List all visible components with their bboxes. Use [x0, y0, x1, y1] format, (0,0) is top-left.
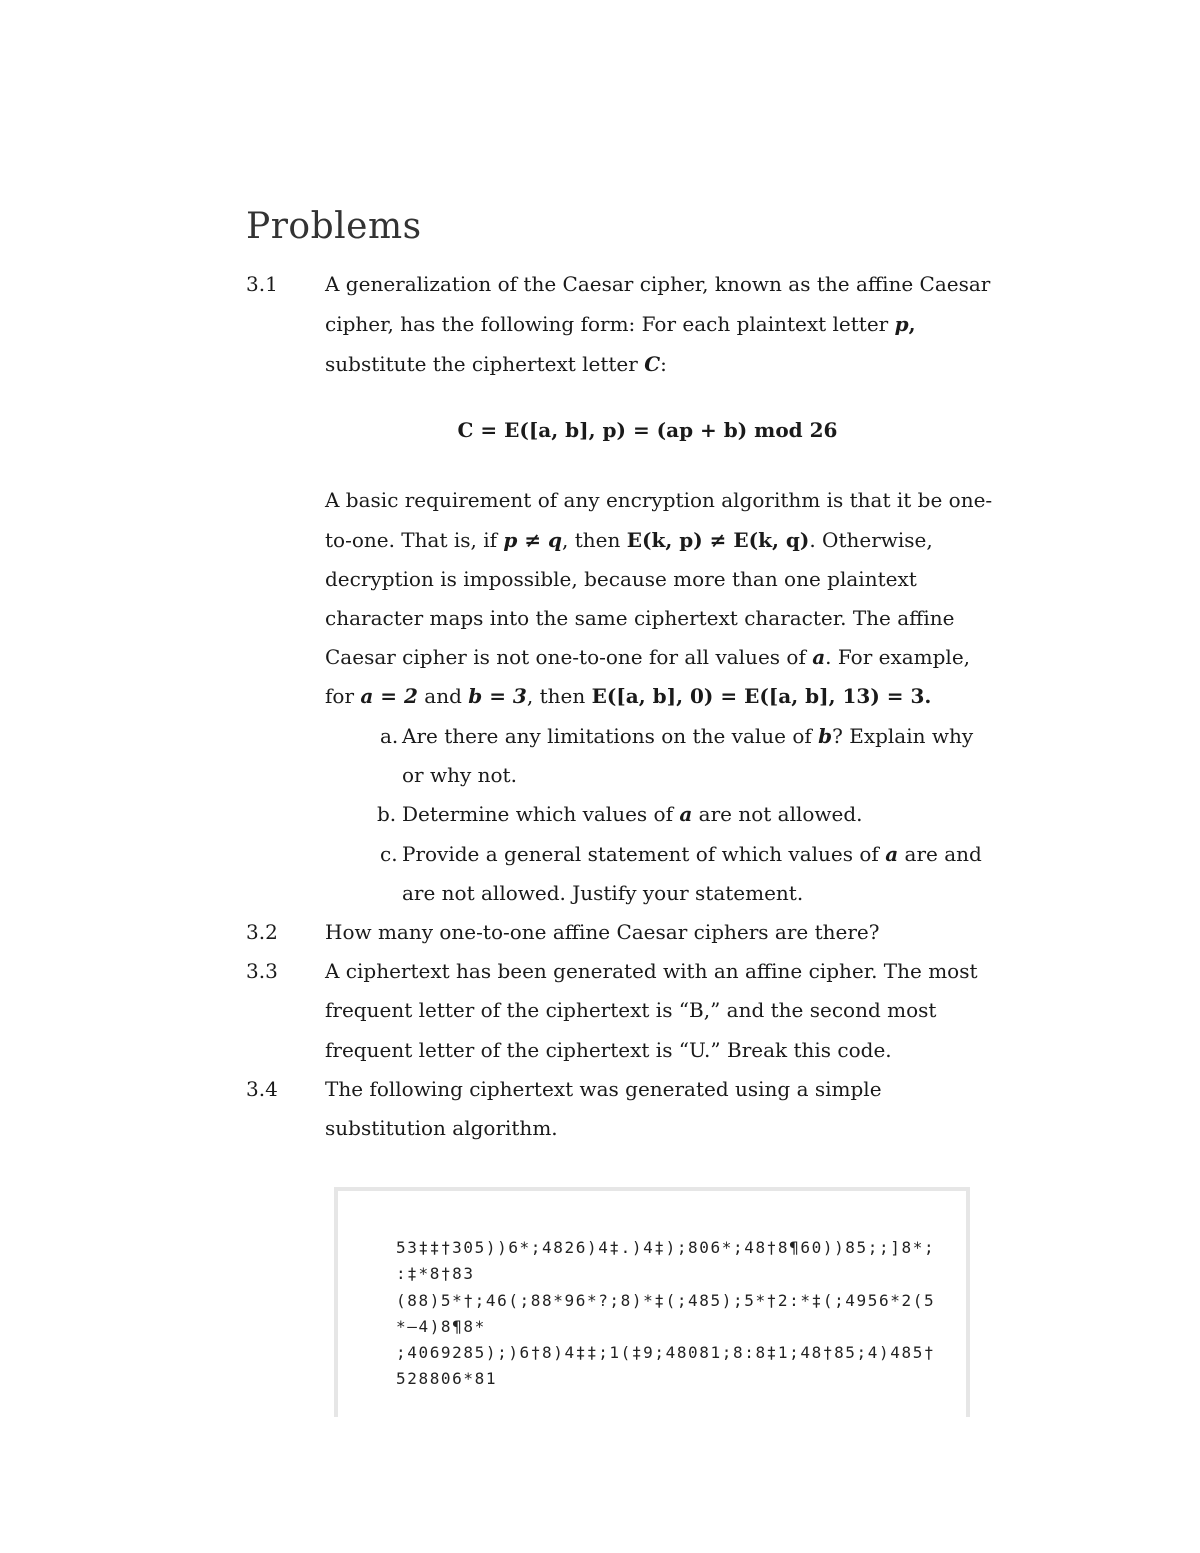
problem-number: 3.1: [246, 272, 278, 296]
problem-text-line: The following ciphertext was generated using a simple: [325, 1077, 882, 1101]
problem-text-line: to-one. That is, if p ≠ q, then E(k, p) ≠ E(k, q). Otherwise,: [325, 528, 933, 552]
ciphertext-line: :‡*8†83: [396, 1264, 475, 1283]
problem-text-line: A basic requirement of any encryption algorithm is that it be one-: [325, 488, 993, 512]
problem-text-line: A generalization of the Caesar cipher, known as the affine Caesar: [325, 272, 991, 296]
problem-text-line: A ciphertext has been generated with an affine cipher. The most: [325, 959, 978, 983]
subitem-text: Provide a general statement of which values of a are and: [402, 842, 982, 866]
problem-text-line: frequent letter of the ciphertext is “U.” Break this code.: [325, 1038, 892, 1062]
subitem-text: are not allowed. Justify your statement.: [402, 881, 804, 905]
subitem-text: or why not.: [402, 763, 517, 787]
problem-text-line: decryption is impossible, because more than one plaintext: [325, 567, 917, 591]
problem-number: 3.2: [246, 920, 278, 944]
subitem-label: b.: [377, 802, 397, 826]
problem-text-line: Caesar cipher is not one-to-one for all values of a. For example,: [325, 645, 971, 669]
subitem-label: c.: [380, 842, 398, 866]
problem-text-line: for a = 2 and b = 3, then E([a, b], 0) = E([a, b], 13) = 3.: [325, 684, 932, 708]
ciphertext-line: 53‡‡†305))6*;4826)4‡.)4‡);806*;48†8¶60))85;;]8*;: [396, 1238, 936, 1257]
problem-number: 3.4: [246, 1077, 278, 1101]
page-title: Problems: [246, 206, 422, 247]
problem-number: 3.3: [246, 959, 278, 983]
ciphertext-line: *—4)8¶8*: [396, 1317, 486, 1336]
ciphertext-line: ;4069285);)6†8)4‡‡;1(‡9;48081;8:8‡1;48†85;4)485†: [396, 1343, 936, 1362]
problem-text-line: frequent letter of the ciphertext is “B,” and the second most: [325, 998, 937, 1022]
subitem-label: a.: [380, 724, 399, 748]
problem-text-line: cipher, has the following form: For each plaintext letter p,: [325, 312, 916, 336]
affine-formula: C = E([a, b], p) = (ap + b) mod 26: [457, 418, 838, 442]
problem-text-line: character maps into the same ciphertext character. The affine: [325, 606, 955, 630]
ciphertext-line: (88)5*†;46(;88*96*?;8)*‡(;485);5*†2:*‡(;4956*2(5: [396, 1291, 936, 1310]
ciphertext-line: 528806*81: [396, 1369, 498, 1388]
problem-text-line: substitution algorithm.: [325, 1116, 558, 1140]
problem-text-line: How many one-to-one affine Caesar ciphers are there?: [325, 920, 880, 944]
problem-text-line: substitute the ciphertext letter C:: [325, 352, 667, 376]
subitem-text: Determine which values of a are not allowed.: [402, 802, 863, 826]
subitem-text: Are there any limitations on the value of b? Explain why: [402, 724, 974, 748]
